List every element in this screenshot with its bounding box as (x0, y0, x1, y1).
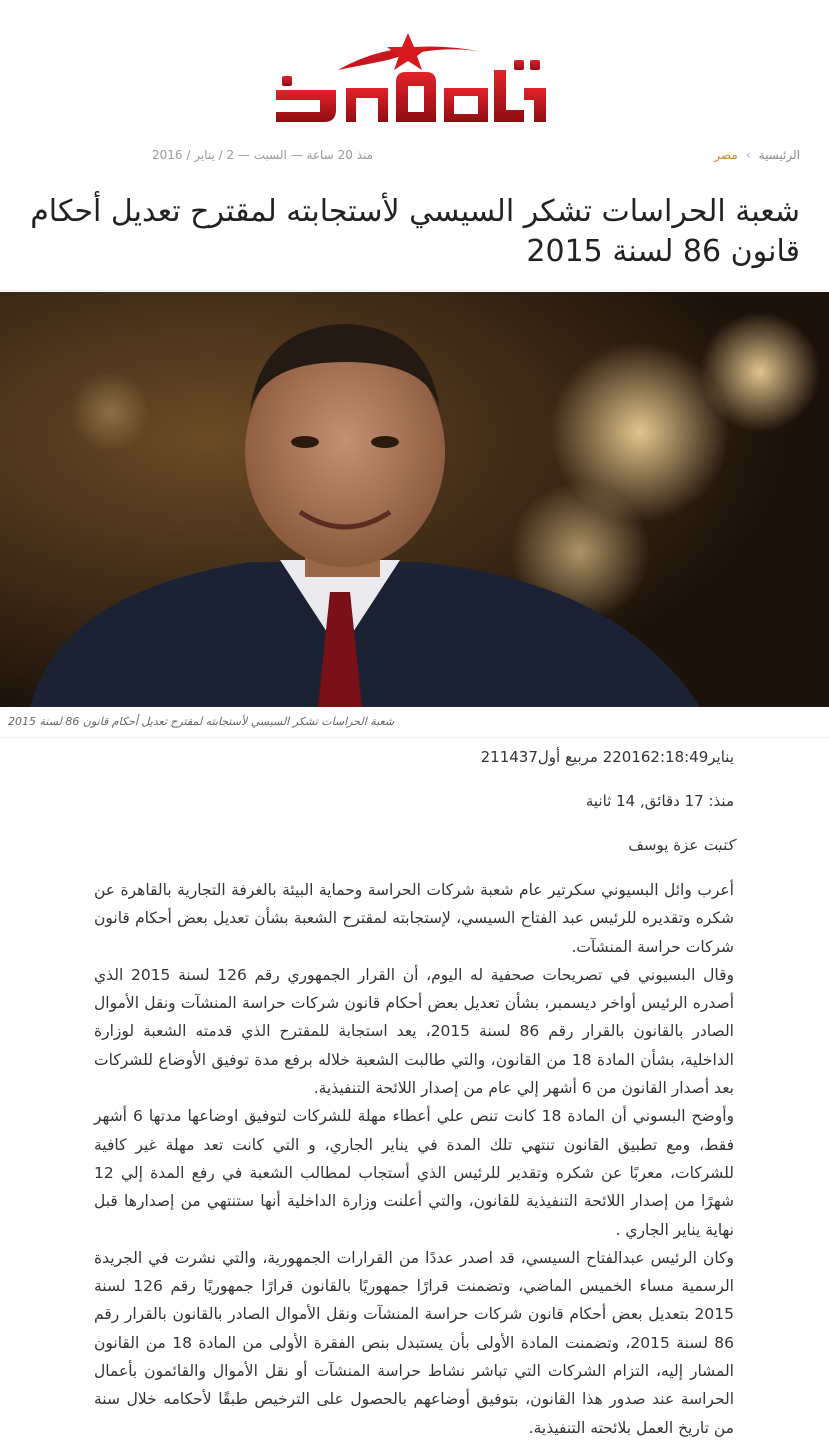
divider (0, 290, 829, 291)
divider (0, 737, 829, 738)
paragraph: وكان الرئيس عبدالفتاح السيسي، قد اصدر عددًا من القرارات الجمهورية، والتي نشرت في الجريدة الرسمية مساء الخميس الماضي، وتضمنت قرارًا جمهوريًا بالقانون قرارًا جمهوريًا رقم 126 لسنة 2015 بتعديل بعض أحكام قانون شركات حراسة المنشآت ونقل الأموال الصادر بالقانون بالقرار رقم 86 لسنة 2015، وتضمنت المادة الأولى بأن يستبدل بنص الفقرة الأولى من المادة 18 من القانون المشار إليه، التزام الشركات التي تباشر نشاط حراسة المنشآت أو نقل الأموال والقائمون بأعمال الحراسة عند صدور هذا القانون، بتوفيق أوضاعهم بالحصول على الترخيص طبقًا لأحكامه خلال سنة من تاريخ العمل بلائحته التنفيذية. (94, 1248, 734, 1437)
article-photo (0, 292, 829, 707)
site-logo[interactable] (268, 30, 553, 130)
article-date: منذ 20 ساعة — السبت — 2 / يناير / 2016 (152, 148, 374, 162)
meta-bar (0, 140, 829, 174)
published-date: يناير220162:18:49 مربيع أول211437 (480, 748, 734, 766)
paragraph: وقال البسيوني في تصريحات صحفية له اليوم، أن القرار الجمهوري رقم 126 لسنة 2015 الذي أصدره الرئيس أواخر ديسمبر، بشأن تعديل بعض أحكام قانون شركات حراسة المنشآت ونقل الأموال الصادر بالقانون بالقرار رقم 86 لسنة 2015، يعد استجابة للمقترح الذي قدمته الشعبة لوزارة الداخلية، بشأن المادة 18 من القانون، والتي طالبت الشعبة خلاله برفع مدة توفيق الأوضاع للشركات بعد أصدار القانون من 6 أشهر إلي عام من إصدار اللائحة التنفيذية. (94, 965, 734, 1098)
article-title: شعبة الحراسات تشكر السيسي لأستجابته لمقترح تعديل أحكام قانون 86 لسنة 2015 (30, 194, 800, 269)
breadcrumb-category-link[interactable]: مصر (714, 148, 738, 162)
breadcrumb-home-link[interactable]: الرئيسية (758, 148, 800, 162)
paragraph: وأوضح البسوني أن المادة 18 كانت تنص علي أعطاء مهلة للشركات لتوفيق اوضاعها مدتها 6 أشهر فقط، ومع تطبيق القانون تنتهي تلك المدة في يناير الجاري، و التي كانت تعد مهلة غير كافية للشركات، معربًا عن شكره وتقدير للرئيس الذي أستجاب لمطالب الشعبة في رفع المدة إلي 12 شهرًا من إصدار اللائحة التنفيذية للقانون، والتي أعلنت وزارة الداخلية أنها ستنتهي من إصدارها قبل نهاية يناير الجاري . (94, 1107, 734, 1239)
article-image (0, 292, 829, 707)
author-prefix: كتبت (703, 836, 734, 854)
paragraph: أعرب وائل البسيوني سكرتير عام شعبة شركات الحراسة وحماية البيئة بالغرفة التجارية بالقاهرة عن شكره وتقديره للرئيس عبد الفتاح السيسي، لإستجابته لمقترح الشعبة بشأن تعديل بعض أحكام قانون شركات حراسة المنشآت. (94, 881, 734, 956)
author-name: عزة يوسف (628, 836, 699, 854)
breadcrumb-chevron-icon: › (745, 148, 751, 162)
time-since: منذ: 17 دقائق, 14 ثانية (585, 792, 734, 810)
logo-letters (276, 60, 546, 122)
breadcrumb (714, 148, 800, 162)
star-icon (387, 33, 429, 70)
site-logo-graphic (268, 30, 553, 130)
author-line (628, 836, 734, 854)
site-header (0, 0, 829, 140)
article-body (94, 876, 734, 1442)
image-caption: شعبة الحراسات تشكر السيسي لأستجابته لمقترح تعديل أحكام قانون 86 لسنة 2015 (8, 715, 395, 728)
